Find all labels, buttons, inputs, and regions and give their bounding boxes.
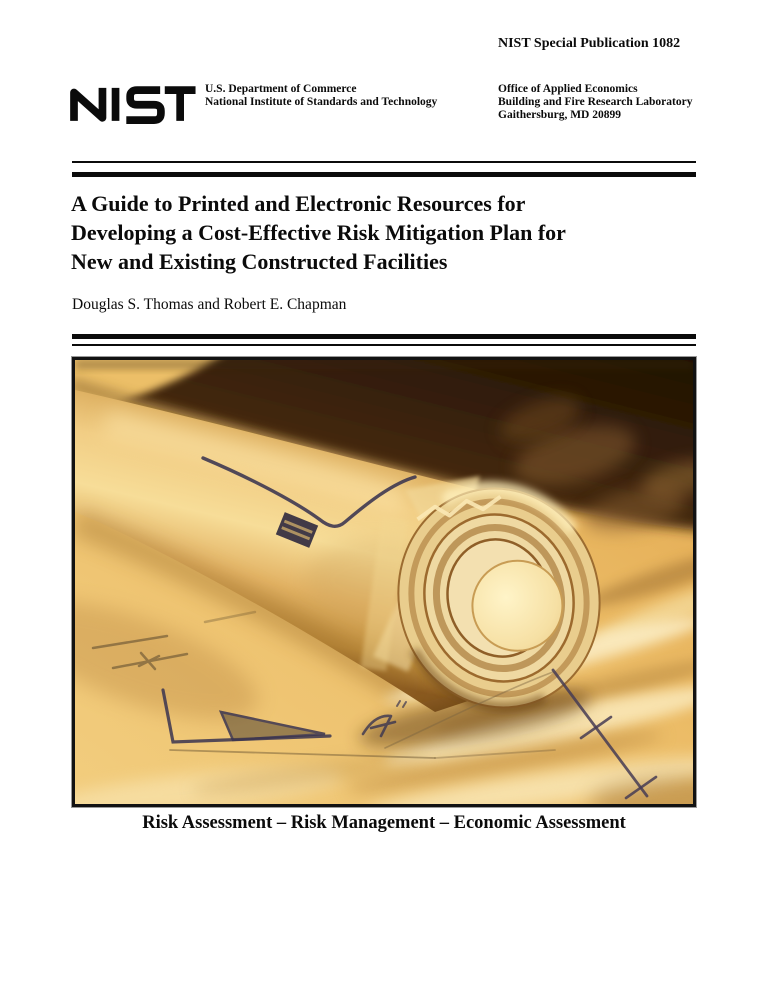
- top-rule-thin: [72, 161, 696, 163]
- office-block: [498, 83, 692, 122]
- department-block: [205, 83, 437, 109]
- logo-letter-n: [74, 88, 102, 121]
- authors-line: Douglas S. Thomas and Robert E. Chapman: [72, 296, 347, 313]
- title-line-1: A Guide to Printed and Electronic Resources for: [71, 191, 526, 216]
- mid-rule-thick: [72, 334, 696, 339]
- dept-line-2: National Institute of Standards and Technology: [205, 96, 438, 108]
- dept-line-1: U.S. Department of Commerce: [205, 83, 357, 95]
- title-line-3: New and Existing Constructed Facilities: [71, 249, 448, 274]
- office-line-3: Gaithersburg, MD 20899: [498, 109, 621, 121]
- logo-letter-t: [165, 90, 196, 121]
- title-line-2: Developing a Cost-Effective Risk Mitigation Plan for: [71, 220, 566, 245]
- publication-number: NIST Special Publication 1082: [498, 36, 681, 51]
- nist-logo: [68, 84, 200, 124]
- blueprint-roll-illustration: [75, 360, 693, 804]
- footer-caption: Risk Assessment – Risk Management – Economic Assessment: [142, 813, 626, 833]
- mid-rule-thin: [72, 344, 696, 346]
- top-rule-thick: [72, 172, 696, 177]
- cover-photo: [72, 357, 696, 807]
- office-line-1: Office of Applied Economics: [498, 83, 638, 95]
- office-line-2: Building and Fire Research Laboratory: [498, 96, 693, 108]
- logo-letter-s: [126, 90, 161, 120]
- document-title: [71, 189, 566, 276]
